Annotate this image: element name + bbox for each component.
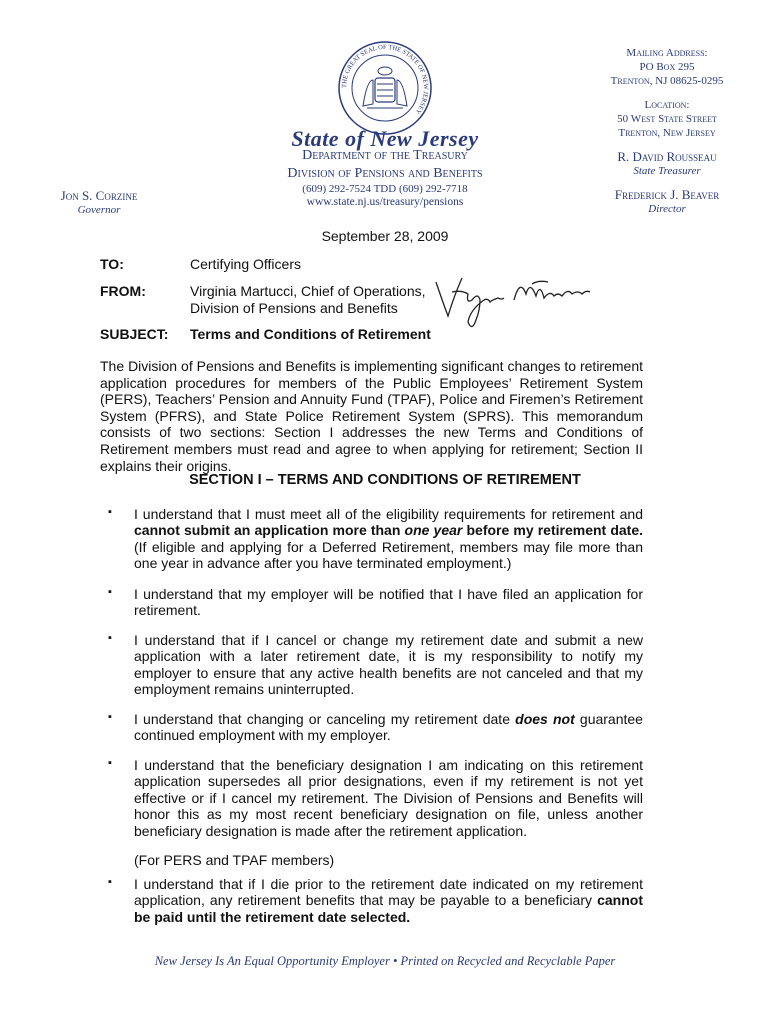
list-item: I understand that my employer will be notified that I have filed an application for retirement. — [134, 586, 643, 619]
director-title: Director — [648, 203, 686, 215]
footer-text: New Jersey Is An Equal Opportunity Employer • Printed on Recycled and Recyclable Paper — [154, 954, 616, 968]
list-item: I understand that I must meet all of the eligibility requirements for retirement and cannot submit an application more than one year before my retirement date. (If eligible and applying for a Deferred Retirement, members may file more than one year in advance after you have terminated employment.) — [134, 506, 644, 572]
to-value: Certifying Officers — [190, 256, 301, 272]
mailing-line2: Trenton, NJ 08625-0295 — [610, 75, 724, 87]
subject-value: Terms and Conditions of Retirement — [190, 326, 431, 342]
mailing-label: Mailing Address: — [626, 47, 708, 59]
section-title: SECTION I – TERMS AND CONDITIONS OF RETIREMENT — [189, 472, 581, 488]
seal-text: THE GREAT SEAL OF THE STATE OF NEW JERSEY — [340, 43, 430, 116]
department-name: Department of the Treasury — [302, 148, 468, 163]
treasurer-block — [592, 150, 742, 178]
state-seal — [337, 40, 433, 136]
director-block — [592, 188, 742, 216]
governor-block — [34, 188, 164, 216]
phone-line: (609) 292-7524 TDD (609) 292-7718 — [302, 183, 468, 195]
governor-title: Governor — [77, 204, 121, 216]
members-note: (For PERS and TPAF members) — [134, 852, 335, 868]
list-item: I understand that the beneficiary designation I am indicating on this retirement application supersedes all prior designations, even if my retirement is not yet effective or if I cancel my retirement. The Division of Pensions and Benefits will honor this as my most recent beneficiary designation on file, unless another beneficiary designation is made after the retirement application. — [134, 757, 643, 839]
location-block — [592, 98, 742, 140]
website-link[interactable]: www.state.nj.us/treasury/pensions — [306, 196, 464, 208]
from-value — [190, 283, 426, 317]
subject-label: SUBJECT: — [100, 326, 169, 342]
bullet-marker: ▪ — [108, 757, 112, 769]
bullet-marker: ▪ — [108, 632, 112, 644]
to-label: TO: — [100, 256, 124, 272]
memo-date: September 28, 2009 — [321, 228, 449, 244]
governor-name: Jon S. Corzine — [60, 188, 138, 203]
treasurer-title: State Treasurer — [633, 165, 701, 177]
location-line1: 50 West State Street — [617, 113, 717, 125]
location-line2: Trenton, New Jersey — [618, 127, 716, 139]
bullet-marker: ▪ — [108, 506, 112, 518]
mailing-line1: PO Box 295 — [639, 61, 695, 73]
from-label: FROM: — [100, 283, 146, 299]
list-item: I understand that if I cancel or change my retirement date and submit a new application with a later retirement date, it is my responsibility to notify my employer to ensure that any active health benefits are not canceled and that my employment remains uninterrupted. — [134, 632, 643, 698]
from-line1: Virginia Martucci, Chief of Operations, — [190, 283, 426, 299]
signature — [428, 270, 598, 336]
bullet-marker: ▪ — [108, 711, 112, 723]
list-item: I understand that if I die prior to the retirement date indicated on my retirement application, any retirement benefits that may be payable to a beneficiary cannot be paid until the retirement date selected. — [134, 876, 643, 925]
state-name: State of New Jersey — [291, 126, 479, 151]
bullet-marker: ▪ — [108, 876, 112, 888]
treasurer-name: R. David Rousseau — [617, 149, 717, 164]
mailing-address-block — [592, 46, 742, 88]
list-item: I understand that changing or canceling my retirement date does not guarantee continued employment with my employer. — [134, 711, 643, 744]
director-name: Frederick J. Beaver — [614, 187, 720, 202]
bullet-marker: ▪ — [108, 586, 112, 598]
intro-paragraph: The Division of Pensions and Benefits is implementing significant changes to retirement application procedures for members of the Public Employees’ Retirement System (PERS), Teachers’ Pension and Annuity Fund (TPAF), Police and Firemen’s Retirement System (PFRS), and State Police Retirement System (SPRS). This memorandum consists of two sections: Section I addresses the new Terms and Conditions of Retirement members must read and agree to when applying for retirement; Section II explains their origins. — [100, 358, 643, 474]
from-line2: Division of Pensions and Benefits — [190, 300, 398, 316]
location-label: Location: — [644, 99, 690, 111]
division-name: Division of Pensions and Benefits — [287, 166, 483, 181]
